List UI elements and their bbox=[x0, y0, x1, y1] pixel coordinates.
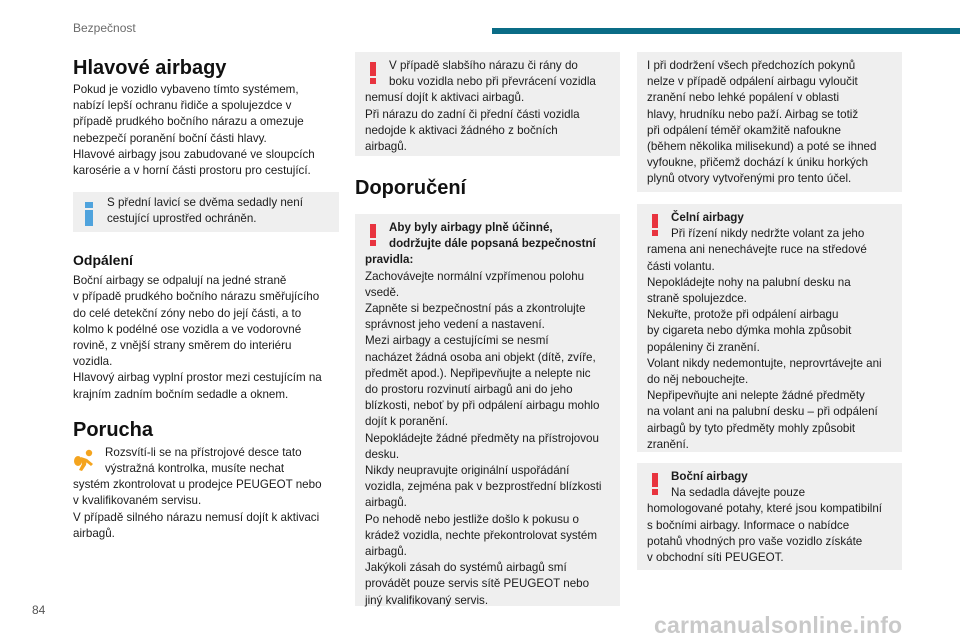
front-airbags-title: Čelní airbagy bbox=[671, 211, 744, 224]
info-box bbox=[73, 192, 339, 232]
heading-odpaleni: Odpálení bbox=[73, 252, 133, 269]
note-box bbox=[637, 52, 902, 192]
note-text: I při dodržení všech předchozích pokynů nelze v případě odpálení airbagu vyloučit zranění nebo lehké popálení v oblasti hlavy, hrudníku nebo paží. Airbag se totiž při odpálení téměř okamžitě nafoukne (během několika milisekund) a poté se ihned vyfoukne, přičemž dochází k úniku horkých plynů otvory vytvořenými pro tento účel. bbox=[647, 59, 877, 186]
odpaleni-paragraph: Boční airbagy se odpalují na jedné straně v případě prudkého bočního nárazu směřujícího do celé detekční zóny nebo do její části, a to kolmo k podélné ose vozidla a ve vodorovné rovině, z vnější strany směrem do interiéru vozidla. Hlavový airbag vyplní prostor mezi cestujícím na krajním zadním bočním sedadle a oknem. bbox=[73, 274, 322, 401]
column-2 bbox=[355, 52, 620, 606]
header-accent-bar bbox=[492, 28, 960, 34]
heading-doporuceni: Doporučení bbox=[355, 177, 467, 199]
warning-box-side-impact bbox=[355, 52, 620, 156]
info-icon bbox=[85, 202, 93, 226]
side-airbags-title: Boční airbagy bbox=[671, 470, 748, 483]
airbag-warning-lamp-icon bbox=[73, 447, 99, 473]
info-box-text: S přední lavicí se dvěma sedadly není cestující uprostřed ochráněn. bbox=[107, 196, 303, 226]
column-3 bbox=[637, 52, 902, 570]
porucha-text: systém zkontrolovat u prodejce PEUGEOT nebo v kvalifikovaném servisu. V případě silného nárazu nemusí dojít k aktivaci airbagů. bbox=[73, 478, 322, 540]
section-header: Bezpečnost bbox=[73, 21, 136, 35]
page-number: 84 bbox=[32, 603, 46, 617]
intro-paragraph: Pokud je vozidlo vybaveno tímto systémem, nabízí lepší ochranu řidiče a spolujezdce v případě prudkého bočního nárazu a omezuje nebezpečí poranění boční části hlavy. Hlavové airbagy jsou zabudované ve sloupcích karosérie a v horní části prostoru pro cestující. bbox=[73, 83, 315, 178]
side-airbags-text: homologované potahy, které jsou kompatibilní s bočními airbagy. Informace o nabídce potahů vhodných pro vaše vozidlo získáte v obchodní síti PEUGEOT. bbox=[647, 502, 883, 565]
recommendations-title-rest: pravidla: bbox=[365, 253, 414, 267]
side-airbags-box bbox=[637, 463, 902, 570]
warning-box-text-indented: V případě slabšího nárazu či rány do boku vozidla nebo při převrácení vozidla bbox=[389, 59, 596, 89]
warning-icon bbox=[652, 473, 658, 495]
recommendations-box bbox=[355, 214, 620, 606]
front-airbags-text-indented: Při řízení nikdy nedržte volant za jeho bbox=[671, 227, 865, 241]
recommendations-text: Zachovávejte normální vzpřímenou polohu vsedě. Zapněte si bezpečnostní pás a zkontrolujte správnost jeho vedení a nastavení. Mezi airbagy a cestujícími se nesmí nacházet žádná osoba ani objekt (dítě, zvíře, předmět apod.). Nepřipevňujte a nelepte nic do prostoru rozvinutí airbagů ani do jeho blízkosti, neboť by při odpálení airbagu mohlo dojít k poranění. Nepokládejte žádné předměty na přístrojovou desku. Nikdy neupravujte originální uspořádání vozidla, zejména pak v bezprostřední blízkosti airbagů. Po nehodě nebo jestliže došlo k pokusu o krádež vozidla, nechte překontrolovat systém airbagů. Jakýkoli zásah do systémů airbagů smí provádět pouze servis sítě PEUGEOT nebo jiný kvalifikovaný servis. bbox=[365, 269, 602, 607]
watermark: carmanualsonline.info bbox=[654, 612, 903, 638]
warning-icon bbox=[370, 224, 376, 246]
side-airbags-text-indented: Na sedadla dávejte pouze bbox=[671, 486, 806, 500]
warning-box-text: nemusí dojít k aktivaci airbagů. Při nárazu do zadní či přední části vozidla nedojde k aktivaci žádného z bočních airbagů. bbox=[365, 91, 580, 154]
porucha-text-indented: Rozsvítí-li se na přístrojové desce tato výstražná kontrolka, musíte nechat bbox=[105, 445, 302, 476]
heading-porucha: Porucha bbox=[73, 418, 154, 441]
recommendations-title-indented: Aby byly airbagy plně účinné, dodržujte dále popsaná bezpečnostní bbox=[389, 221, 596, 251]
heading-hlavove-airbagy: Hlavové airbagy bbox=[73, 57, 227, 79]
column-1 bbox=[73, 52, 339, 542]
front-airbags-text: ramena ani nenechávejte ruce na středové části volantu. Nepokládejte nohy na palubní desku na straně spolujezdce. Nekuřte, protože při odpálení airbagu by cigareta nebo dýmka mohla způsobit popáleniny či zranění. Volant nikdy nedemontujte, neprovrtávejte ani do něj nebouchejte. Nepřipevňujte ani nelepte žádné předměty na volant ani na palubní desku – při odpálení airbagů by tyto předměty mohly způsobit zranění. bbox=[647, 243, 882, 451]
warning-icon bbox=[370, 62, 376, 84]
porucha-block bbox=[73, 445, 339, 542]
warning-icon bbox=[652, 214, 658, 236]
front-airbags-box bbox=[637, 204, 902, 452]
